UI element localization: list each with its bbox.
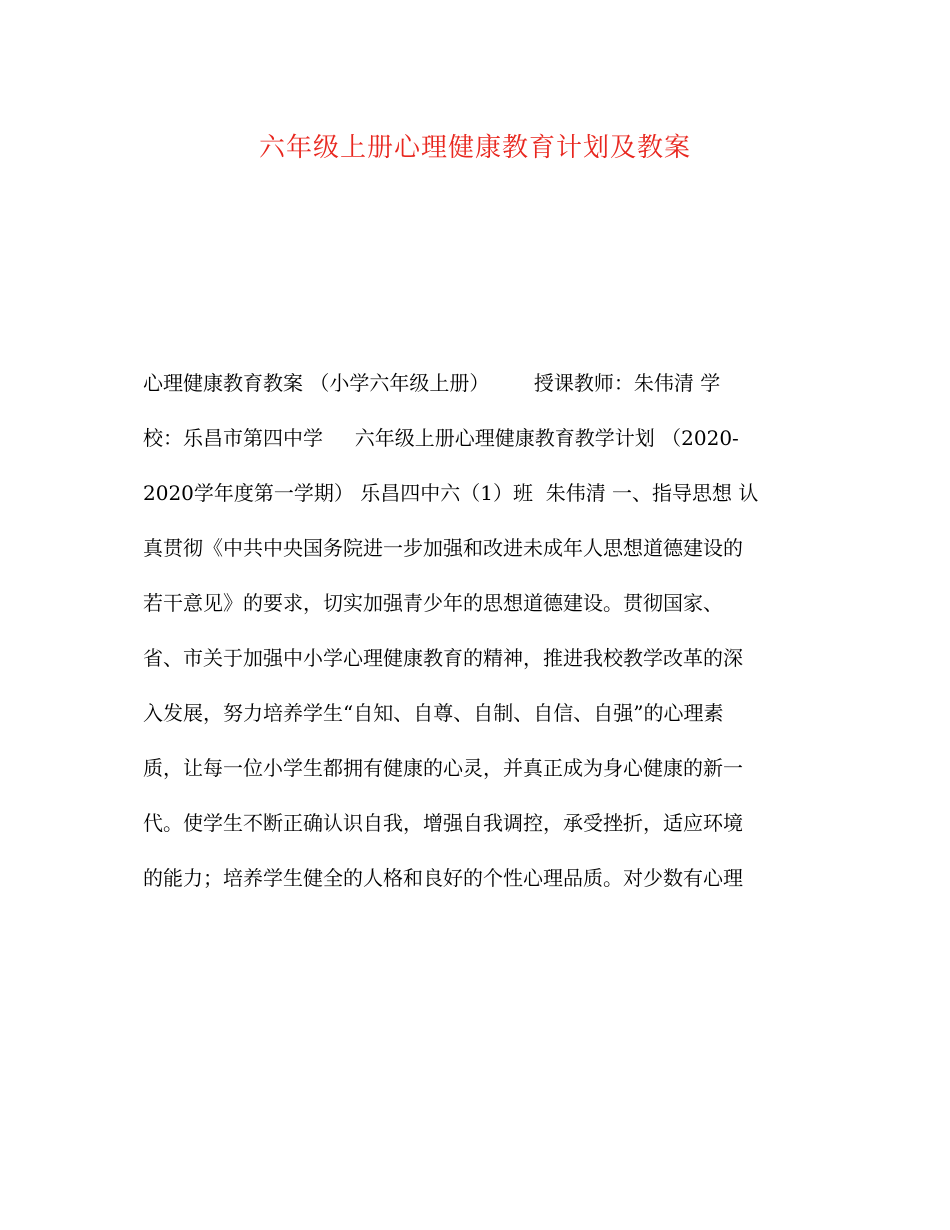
- body-line-3: 2020学年度第一学期） 乐昌四中六（1）班 朱伟清 一、指导思想 认: [143, 481, 759, 505]
- body-line-7: 入发展，努力培养学生“自知、自尊、自制、自信、自强”的心理素: [143, 701, 724, 725]
- body-line-5: 若干意见》的要求，切实加强青少年的思想道德建设。贯彻国家、: [143, 591, 723, 615]
- body-line-2: 校：乐昌市第四中学 六年级上册心理健康教育教学计划 （2020-: [143, 426, 739, 450]
- body-line-4: 真贯彻《中共中央国务院进一步加强和改进未成年人思想道德建设的: [143, 536, 743, 560]
- body-line-8: 质，让每一位小学生都拥有健康的心灵，并真正成为身心健康的新一: [143, 756, 743, 780]
- document-body: [143, 356, 803, 906]
- body-line-10: 的能力；培养学生健全的人格和良好的个性心理品质。对少数有心理: [143, 866, 743, 890]
- body-line-1: 心理健康教育教案 （小学六年级上册） 授课教师：朱伟清 学: [143, 371, 721, 395]
- body-line-9: 代。使学生不断正确认识自我，增强自我调控，承受挫折，适应环境: [143, 811, 743, 835]
- body-line-6: 省、市关于加强中小学心理健康教育的精神，推进我校教学改革的深: [143, 646, 743, 670]
- document-title: 六年级上册心理健康教育计划及教案: [258, 133, 691, 163]
